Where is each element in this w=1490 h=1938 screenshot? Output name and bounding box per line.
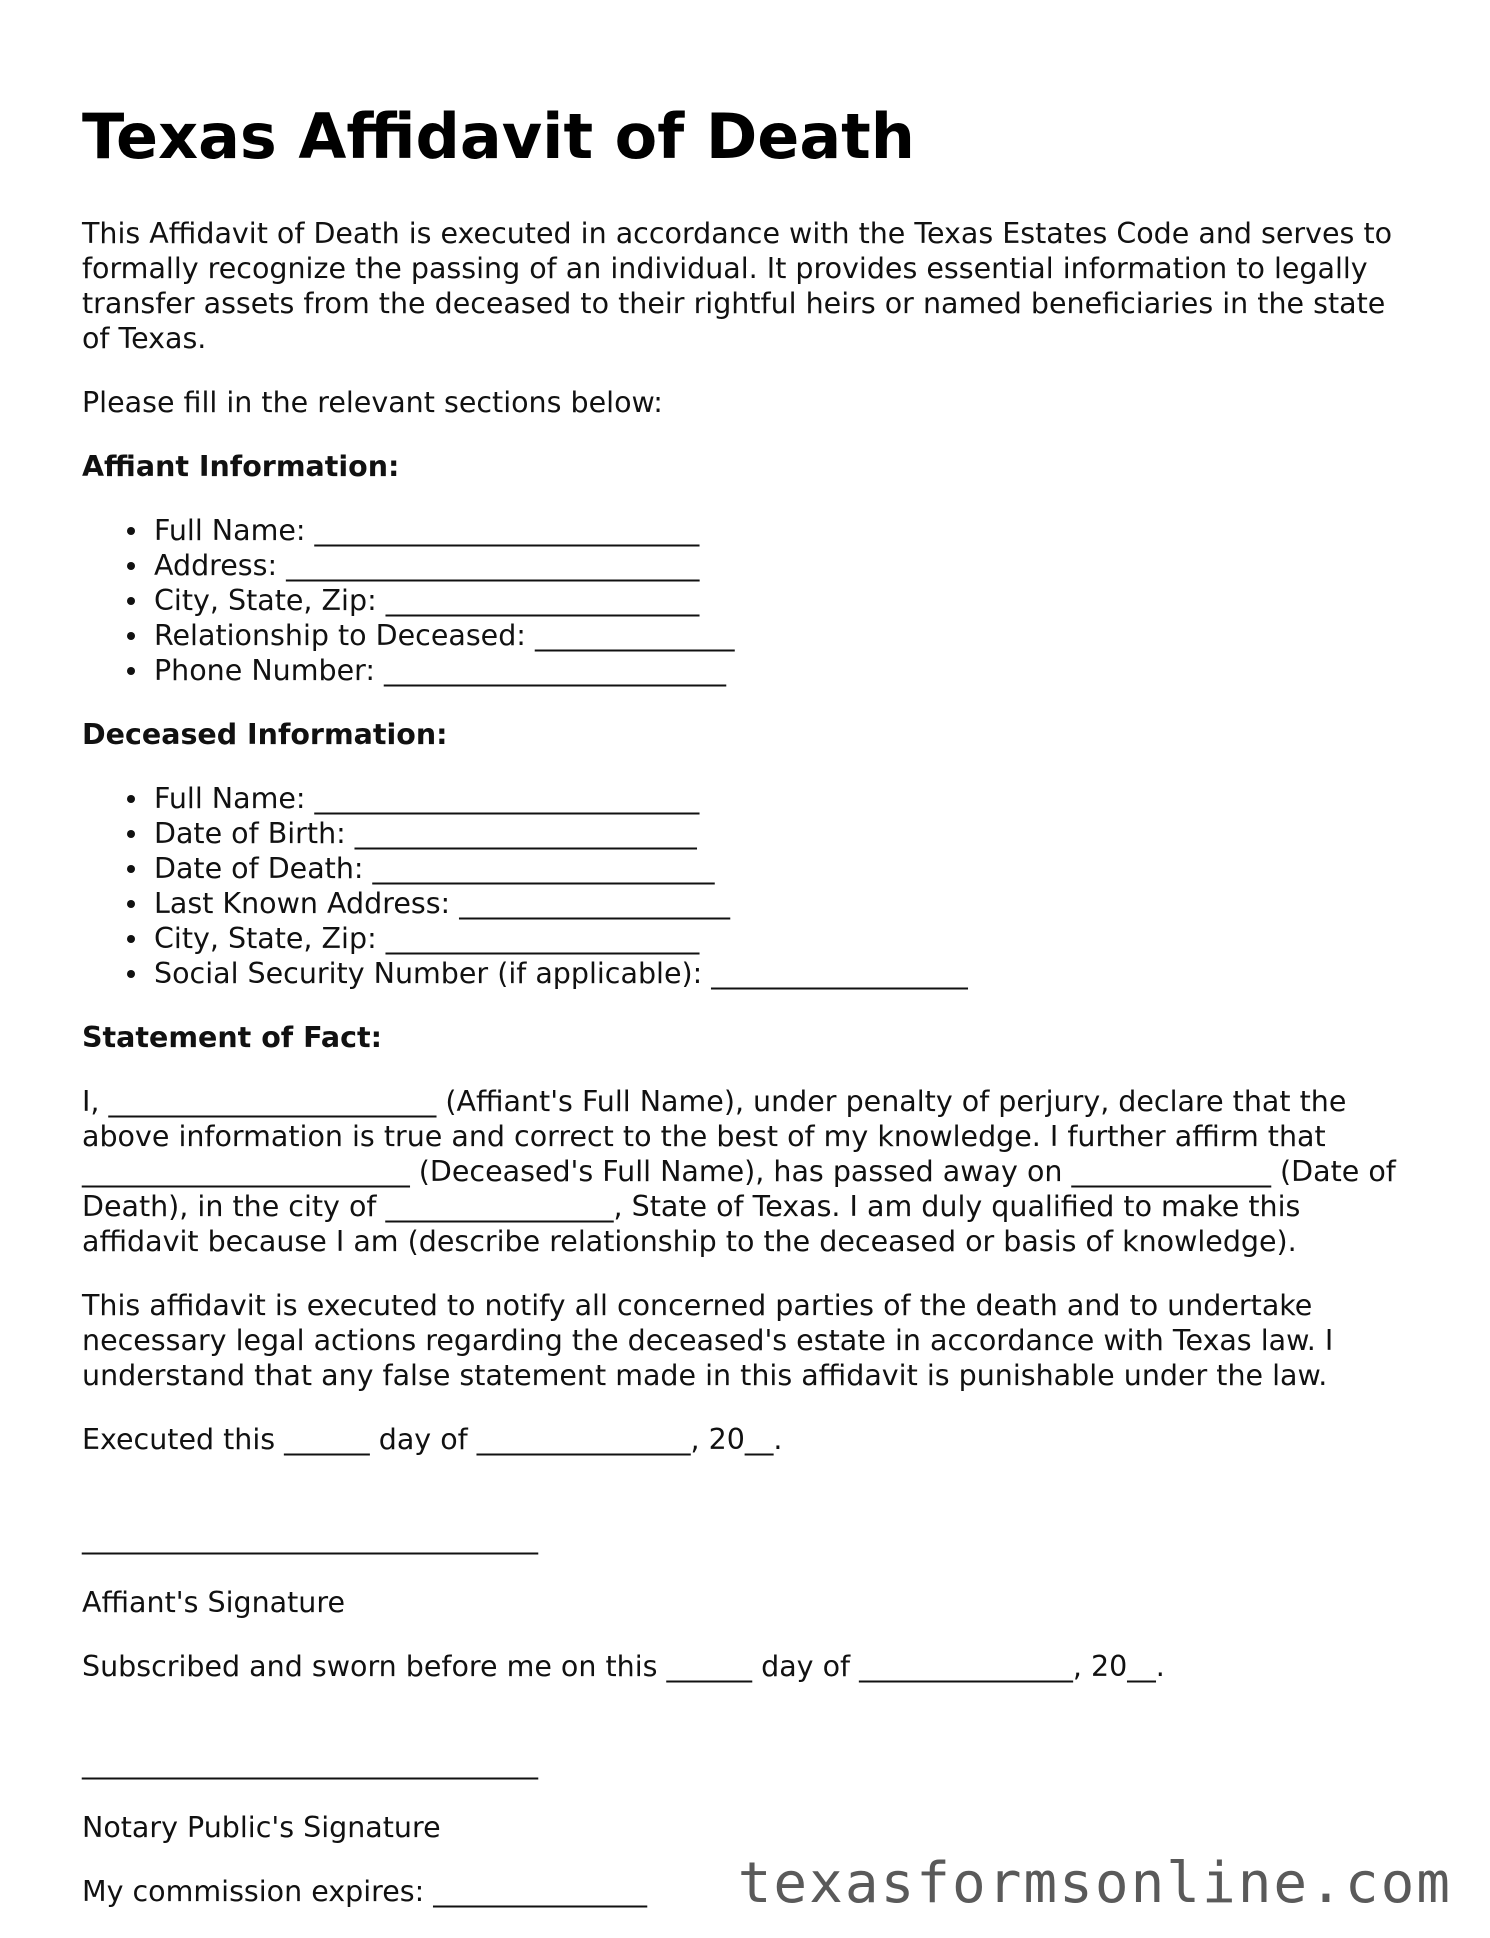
intro-paragraph: This Affidavit of Death is executed in accordance with the Texas Estates Code and serves to formally recognize the passing of an individual. It provides essential information to legally transfer assets from the deceased to their rightful heirs or named beneficiaries in the state of Texas.: [82, 217, 1393, 356]
deceased-ssn-field: Social Security Number (if applicable): __________________: [154, 956, 1412, 991]
deceased-last-address-field: Last Known Address: ___________________: [154, 886, 1412, 921]
document-title: Texas Affidavit of Death: [82, 100, 915, 173]
executed-date-line: Executed this ______ day of _______________, 20__.: [82, 1423, 783, 1457]
statement-section-heading: Statement of Fact:: [82, 1021, 383, 1055]
notice-paragraph: This affidavit is executed to notify all concerned parties of the death and to undertake necessary legal actions regarding the deceased's estate in accordance with Texas law. I understand that any false statement made in this affidavit is punishable under the law.: [82, 1289, 1334, 1393]
affiant-city-state-zip-field: City, State, Zip: ______________________: [154, 583, 1412, 618]
affiant-signature-label: Affiant's Signature: [82, 1586, 345, 1620]
notary-signature-label: Notary Public's Signature: [82, 1811, 441, 1845]
affiant-phone-field: Phone Number: ________________________: [154, 653, 1412, 688]
sworn-date-line: Subscribed and sworn before me on this ______ day of _______________, 20__.: [82, 1650, 1165, 1684]
instruction-text: Please fill in the relevant sections below:: [82, 386, 663, 420]
deceased-city-state-zip-field: City, State, Zip: ______________________: [154, 921, 1412, 956]
deceased-full-name-field: Full Name: ___________________________: [154, 781, 1412, 816]
affiant-relationship-field: Relationship to Deceased: ______________: [154, 618, 1412, 653]
affiant-signature-blank: ________________________________: [82, 1522, 538, 1556]
deceased-date-of-birth-field: Date of Birth: ________________________: [154, 816, 1412, 851]
affiant-full-name-field: Full Name: ___________________________: [154, 513, 1412, 548]
commission-expiry-line: My commission expires: _______________: [82, 1875, 648, 1909]
statement-paragraph: I, _______________________ (Affiant's Full Name), under penalty of perjury, declare that the above information is true and correct to the best of my knowledge. I further affirm that _______________________ (Deceased's Full Name), has passed away on ______________ (Date of Death), in the city of ________________, State of Texas. I am duly qualified to make this affidavit because I am (describe relationship to the deceased or basis of knowledge).: [82, 1085, 1396, 1259]
site-watermark: texasformsonline.com: [737, 1851, 1452, 1916]
notary-signature-blank: ________________________________: [82, 1747, 538, 1781]
affiant-address-field: Address: _____________________________: [154, 548, 1412, 583]
deceased-section-heading: Deceased Information:: [82, 718, 448, 752]
affiant-section-heading: Affiant Information:: [82, 450, 400, 484]
affiant-field-list: [82, 513, 1412, 688]
affidavit-document: [82, 100, 1412, 1938]
deceased-field-list: [82, 781, 1412, 991]
deceased-date-of-death-field: Date of Death: ________________________: [154, 851, 1412, 886]
